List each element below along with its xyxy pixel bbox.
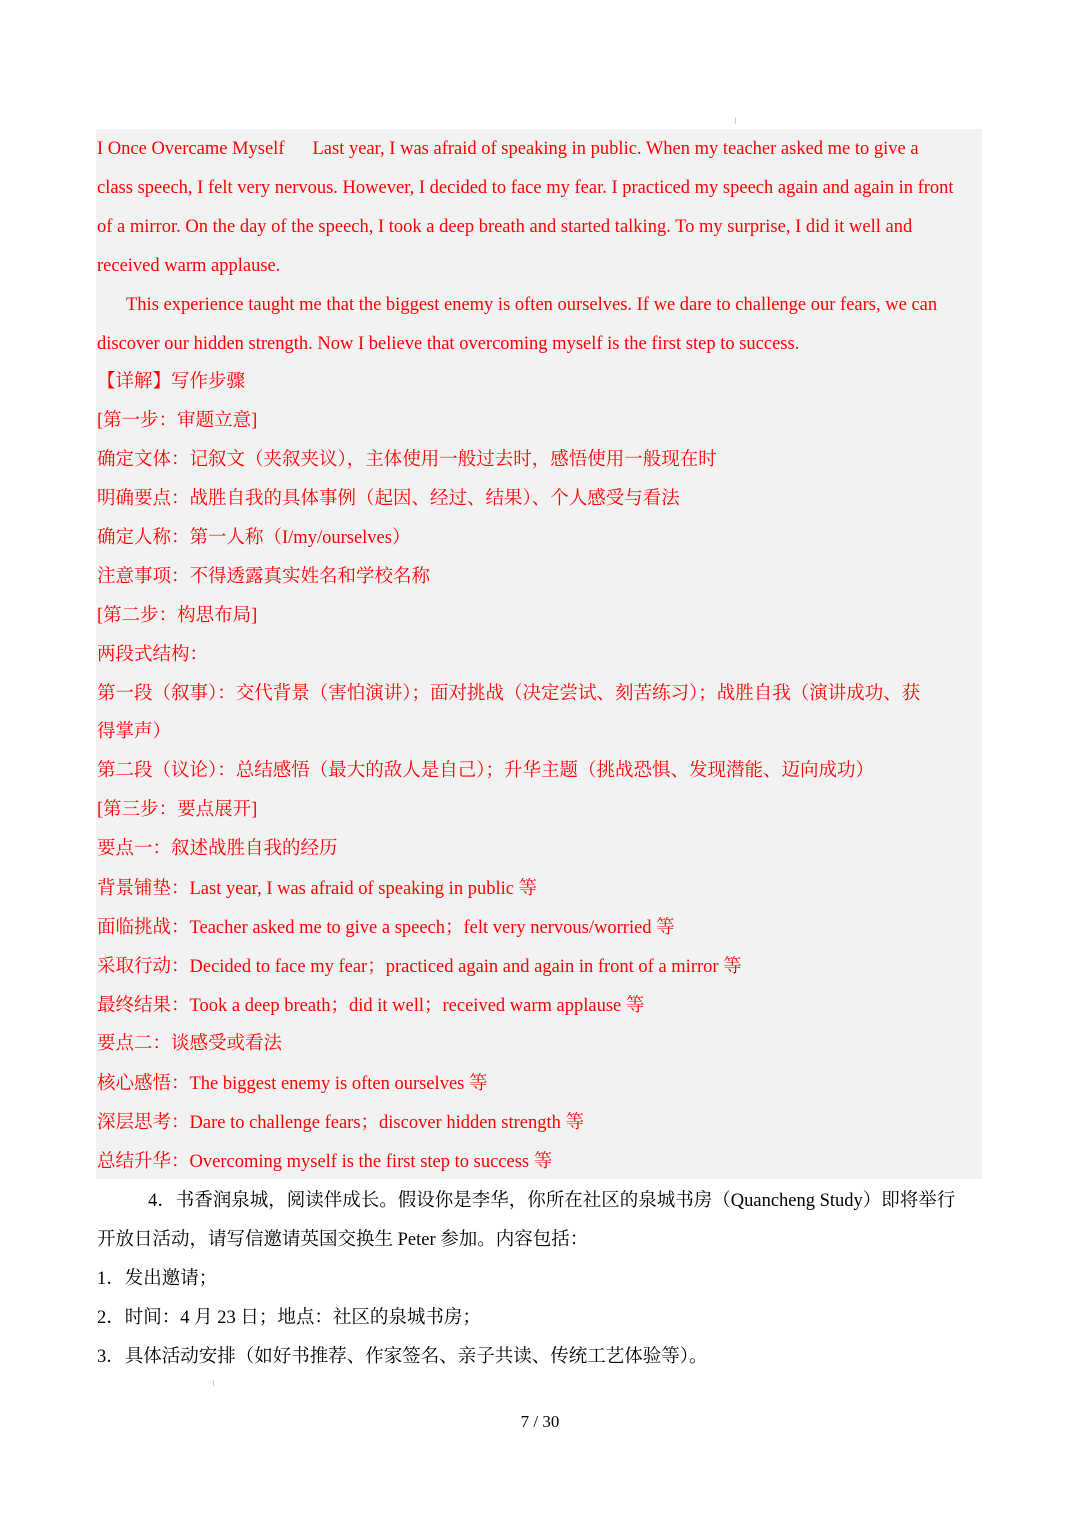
essay-line-3: of a mirror. On the day of the speech, I took a deep breath and started talking. To my surprise, I did it well and [97, 217, 913, 237]
essay-text: Last year, I was afraid of speaking in public. When my teacher asked me to give a [312, 139, 919, 159]
point-2-core: 核心感悟：The biggest enemy is often ourselves 等 [97, 1074, 488, 1094]
point-1-result: 最终结果：Took a deep breath；did it well；received warm applause 等 [97, 996, 645, 1016]
point-1-heading: 要点一：叙述战胜自我的经历 [97, 839, 338, 859]
point-2-heading: 要点二：谈感受或看法 [97, 1034, 283, 1054]
essay-line-5: This experience taught me that the biggest enemy is often ourselves. If we dare to challenge our fears, we can [126, 295, 938, 315]
question-4-line-1: 4．书香润泉城，阅读伴成长。假设你是李华，你所在社区的泉城书房（Quancheng Study）即将举行 [148, 1191, 956, 1211]
scan-mark [735, 118, 736, 124]
step-3-heading: [第三步：要点展开] [97, 800, 258, 820]
step-1-person: 确定人称：第一人称（I/my/ourselves） [97, 528, 411, 548]
point-1-background: 背景铺垫：Last year, I was afraid of speaking in public 等 [97, 879, 538, 899]
essay-line-4: received warm applause. [97, 256, 281, 276]
point-2-deep: 深层思考：Dare to challenge fears；discover hidden strength 等 [97, 1113, 585, 1133]
step-1-notes: 注意事项：不得透露真实姓名和学校名称 [97, 567, 431, 587]
question-4-item-3: 3．具体活动安排（如好书推荐、作家签名、亲子共读、传统工艺体验等）。 [97, 1347, 708, 1367]
step-1-points: 明确要点：战胜自我的具体事例（起因、经过、结果）、个人感受与看法 [97, 489, 680, 509]
step-2-para-1: 第一段（叙事）：交代背景（害怕演讲）；面对挑战（决定尝试、刻苦练习）；战胜自我（演讲成功、获 [97, 684, 921, 704]
essay-title: I Once Overcame Myself [97, 139, 285, 159]
step-2-heading: [第二步：构思布局] [97, 606, 258, 626]
essay-line-6: discover our hidden strength. Now I believe that overcoming myself is the first step to success. [97, 334, 800, 354]
answer-shaded-block [96, 129, 982, 1179]
essay-line-1 [97, 138, 919, 160]
analysis-heading: 【详解】写作步骤 [97, 372, 246, 392]
question-4-item-2: 2．时间：4 月 23 日；地点：社区的泉城书房； [97, 1308, 481, 1328]
step-2-para-1-cont: 得掌声） [97, 722, 172, 742]
point-1-challenge: 面临挑战：Teacher asked me to give a speech；felt very nervous/worried 等 [97, 918, 675, 938]
essay-line-2: class speech, I felt very nervous. However, I decided to face my fear. I practiced my speech again and again in front [97, 178, 954, 198]
step-2-structure: 两段式结构： [97, 645, 209, 665]
question-4-line-2: 开放日活动，请写信邀请英国交换生 Peter 参加。内容包括： [97, 1230, 589, 1250]
step-1-heading: [第一步：审题立意] [97, 411, 258, 431]
step-2-para-2: 第二段（议论）：总结感悟（最大的敌人是自己）；升华主题（挑战恐惧、发现潜能、迈向成功） [97, 761, 875, 781]
point-1-action: 采取行动：Decided to face my fear；practiced again and again in front of a mirror 等 [97, 957, 742, 977]
scan-mark [213, 1380, 214, 1386]
point-2-summary: 总结升华：Overcoming myself is the first step to success 等 [97, 1152, 553, 1172]
step-1-genre: 确定文体：记叙文（夹叙夹议），主体使用一般过去时，感悟使用一般现在时 [97, 450, 717, 470]
question-4-item-1: 1．发出邀请； [97, 1269, 218, 1289]
page-number: 7 / 30 [520, 1412, 560, 1431]
